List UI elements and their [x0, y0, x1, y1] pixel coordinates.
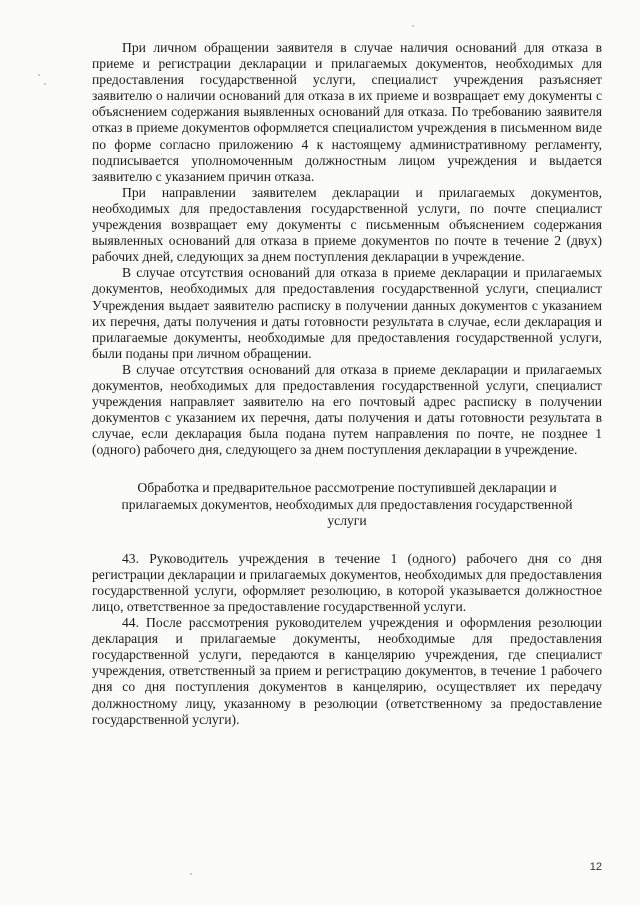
paragraph: В случае отсутствия оснований для отказа в приеме декларации и прилагаемых документов, необходимых для предоставления государственной услуги, специалист Учреждения выдает заявителю расписку в получении данных документов с указанием их перечня, даты получения и даты готовности результата в случае, если декларация и прилагаемые документы, необходимые для предоставления государственной услуги, были поданы при личном обращении. [92, 265, 602, 361]
section-heading: Обработка и предварительное рассмотрение поступившей декларации и прилагаемых документов, необходимых для предоставления государственной услуги [121, 480, 573, 528]
clause-44: 44. После рассмотрения руководителем учреждения и оформления резолюции декларация и прилагаемые документы, необходимые для предоставления государственной услуги, передаются в канцелярию учреждения, где специалист учреждения, ответственный за прием и регистрацию документов, в течение 1 рабочего дня со дня поступления документов в канцелярию, осуществляет их передачу должностному лицу, указанному в резолюции (ответственному за предоставление государственной услуги). [92, 615, 602, 727]
paragraph: При личном обращении заявителя в случае наличия оснований для отказа в приеме и регистрации декларации и прилагаемых документов, необходимых для предоставления государственной услуги, специалист учреждения разъясняет заявителю о наличии оснований для отказа в их приеме и возвращает ему документы с объяснением содержания выявленных оснований для отказа. По требованию заявителя отказ в приеме документов оформляется специалистом учреждения в письменном виде по форме согласно приложению 4 к настоящему административному регламенту, подписывается уполномоченным должностным лицом учреждения и выдается заявителю с указанием причин отказа. [92, 40, 602, 184]
scan-speck [44, 83, 46, 85]
paragraph: При направлении заявителем декларации и прилагаемых документов, необходимых для предоставления государственной услуги, по почте специалист учреждения возвращает ему документы с письменным объяснением содержания выявленных оснований для отказа в приеме документов по почте в течение 2 (двух) рабочих дней, следующих за днем поступления декларации в учреждение. [92, 184, 602, 265]
scan-speck [190, 873, 192, 875]
paragraph: В случае отсутствия оснований для отказа в приеме декларации и прилагаемых документов, необходимых для предоставления государственной услуги, специалист учреждения направляет заявителю на его почтовый адрес расписку в получении документов с указанием их перечня, даты получения и даты готовности результата в случае, если декларация была подана путем направления по почте, не позднее 1 (одного) рабочего дня, следующего за днем поступления декларации в учреждение. [92, 361, 602, 458]
document-body [92, 40, 602, 728]
scan-speck [412, 25, 414, 27]
clause-43: 43. Руководитель учреждения в течение 1 (одного) рабочего дня со дня регистрации декларации и прилагаемых документов, необходимых для предоставления государственной услуги, оформляет резолюцию, в которой указывается должностное лицо, ответственное за предоставление государственной услуги. [92, 550, 602, 614]
scan-speck [38, 74, 40, 76]
page-number: 12 [589, 861, 602, 873]
